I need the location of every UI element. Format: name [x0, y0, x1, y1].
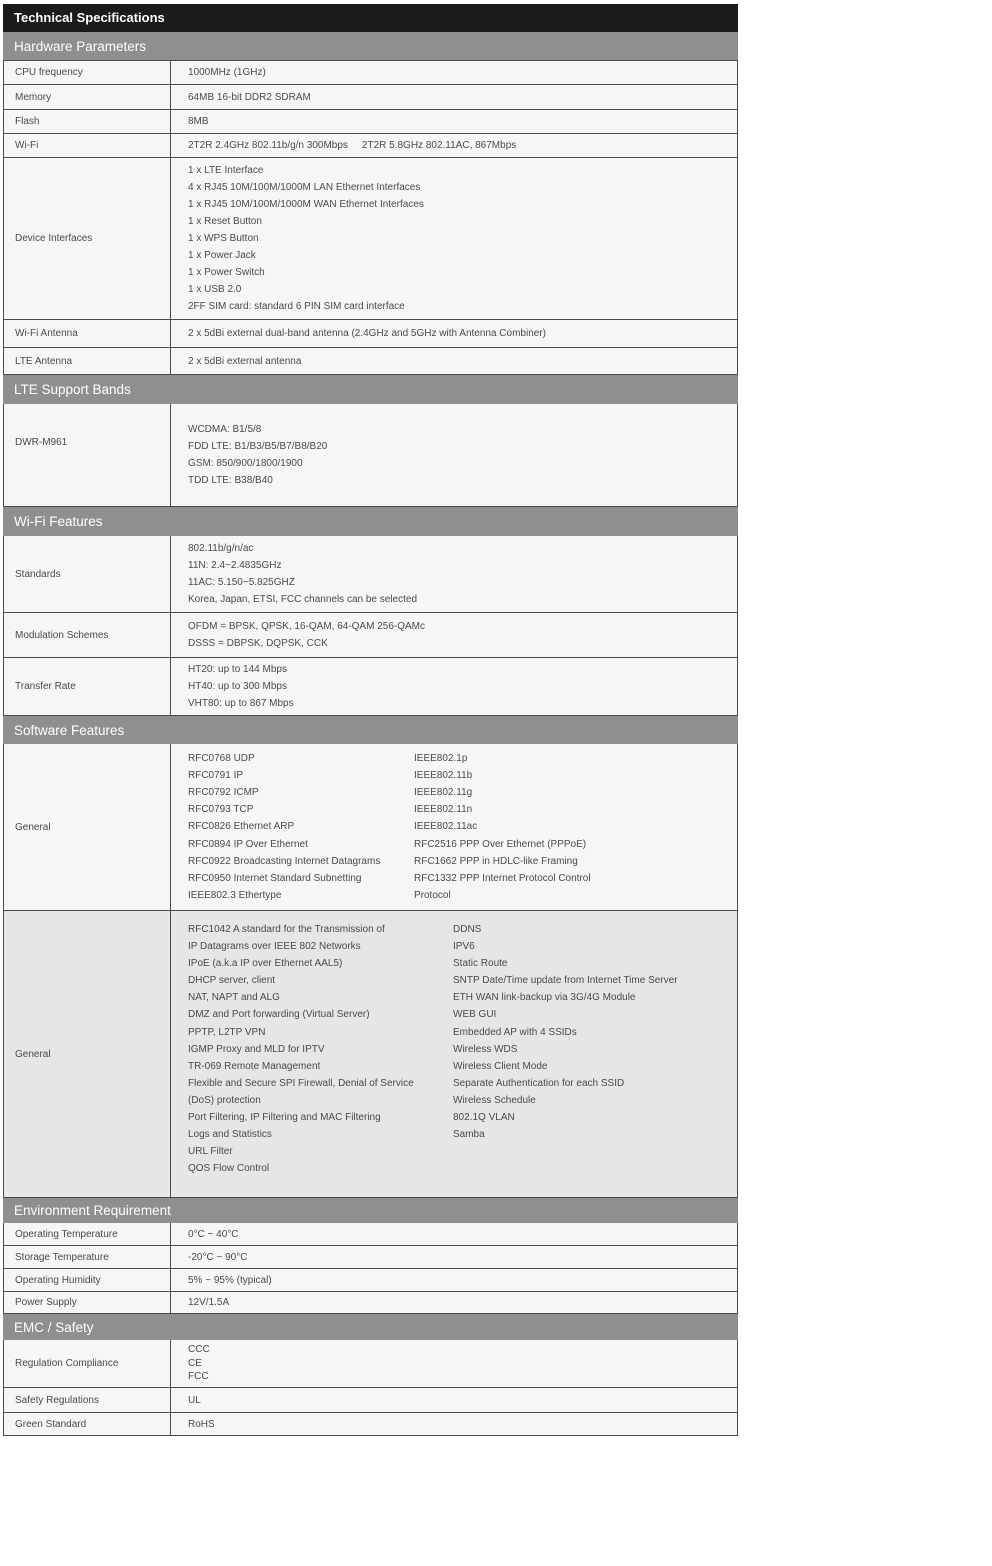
row-value: [171, 1413, 738, 1435]
value-line: FDD LTE: B1/B3/B5/B7/B8/B20: [188, 440, 328, 452]
row-value: [171, 134, 738, 157]
value-text: 12V/1.5A: [188, 1297, 230, 1308]
value-line: GSM: 850/900/1800/1900: [188, 458, 303, 469]
value-line: 11N: 2.4~2.4835GHz: [188, 559, 282, 571]
wifi-value-line: [188, 137, 737, 154]
value-line: CCC: [188, 1344, 210, 1356]
row-value: [171, 613, 738, 657]
value-line: 1 x RJ45 10M/100M/1000M WAN Ethernet Interfaces: [188, 198, 424, 210]
section-lte: LTE Support Bands: [3, 375, 738, 404]
value-line: ETH WAN link-backup via 3G/4G Module: [453, 992, 636, 1004]
value-line: VHT80: up to 867 Mbps: [188, 698, 294, 710]
row-safety-regulations: [3, 1388, 738, 1413]
value-line: OFDM = BPSK, QPSK, 16-QAM, 64-QAM 256-QAMc: [188, 620, 426, 632]
row-lte-model: [3, 404, 738, 507]
value-line: Samba: [453, 1129, 485, 1141]
row-transfer-rate: [3, 658, 738, 716]
row-label: Safety Regulations: [3, 1388, 171, 1412]
row-label: Power Supply: [3, 1292, 171, 1313]
value-line: RFC1042 A standard for the Transmission of: [188, 924, 385, 935]
value-text: UL: [188, 1394, 201, 1406]
row-regulation-compliance: [3, 1340, 738, 1388]
row-value: [171, 110, 738, 133]
value-line: 1 x Power Jack: [188, 250, 256, 262]
wifi-5g-value: 2T2R 5.8GHz 802.11AC, 867Mbps: [361, 139, 517, 151]
value-line: DHCP server, client: [188, 975, 276, 987]
value-line: Embedded AP with 4 SSIDs: [453, 1026, 577, 1038]
value-text: 2 x 5dBi external dual-band antenna (2.4GHz and 5GHz with Antenna Combiner): [188, 328, 546, 339]
value-line: 2FF SIM card: standard 6 PIN SIM card interface: [188, 301, 405, 313]
value-line: RFC0950 Internet Standard Subnetting: [188, 872, 362, 884]
row-wifi-antenna: [3, 320, 738, 348]
row-cpu: [3, 60, 738, 85]
value-line: Wireless Schedule: [453, 1094, 536, 1106]
value-line: QOS Flow Control: [188, 1163, 270, 1175]
row-storage-temperature: [3, 1246, 738, 1269]
value-line: DDNS: [453, 924, 482, 935]
value-line: RFC0922 Broadcasting Internet Datagrams: [188, 855, 381, 867]
value-line: WEB GUI: [453, 1009, 497, 1021]
value-text: 64MB 16-bit DDR2 SDRAM: [188, 91, 311, 103]
value-line: IEEE802.3 Ethertype: [188, 889, 282, 901]
row-label: Operating Temperature: [3, 1223, 171, 1245]
row-label: Memory: [3, 85, 171, 109]
value-line: TDD LTE: B38/B40: [188, 475, 273, 487]
row-label: Wi-Fi Antenna: [3, 320, 171, 347]
row-general-2: [3, 911, 738, 1198]
row-general-1: [3, 744, 738, 911]
value-line: Protocol: [414, 889, 451, 901]
row-label: Wi-Fi: [3, 134, 171, 157]
row-flash: [3, 110, 738, 134]
row-value: [171, 1246, 738, 1268]
row-label: LTE Antenna: [3, 348, 171, 374]
row-value: [171, 536, 738, 612]
row-label: Transfer Rate: [3, 658, 171, 715]
value-line: IEEE802.1p: [414, 753, 468, 765]
value-text: 8MB: [188, 116, 209, 127]
value-line: IPV6: [453, 941, 475, 953]
row-memory: [3, 85, 738, 110]
row-value: [171, 1340, 738, 1387]
general-1-right-column: [414, 750, 591, 904]
value-line: 1 x LTE Interface: [188, 164, 264, 176]
value-line: Wireless Client Mode: [453, 1060, 548, 1072]
row-value: [171, 658, 738, 715]
row-label: Flash: [3, 110, 171, 133]
row-value: [171, 61, 738, 84]
row-label: CPU frequency: [3, 61, 171, 84]
value-line: HT20: up to 144 Mbps: [188, 663, 287, 675]
value-line: Separate Authentication for each SSID: [453, 1077, 625, 1089]
value-line: SNTP Date/Time update from Internet Time Server: [453, 975, 678, 987]
value-text: 5% ~ 95% (typical): [188, 1274, 272, 1286]
value-line: RFC1662 PPP in HDLC-like Framing: [414, 855, 578, 867]
value-line: RFC0793 TCP: [188, 804, 254, 816]
value-line: 1 x WPS Button: [188, 232, 259, 244]
value-line: RFC0768 UDP: [188, 753, 255, 765]
spec-title: Technical Specifications: [3, 4, 738, 32]
value-line: TR-069 Remote Management: [188, 1060, 321, 1072]
value-line: RFC0791 IP: [188, 770, 244, 782]
section-environment: Environment Requirement: [3, 1198, 738, 1223]
value-text: 0°C ~ 40°C: [188, 1228, 239, 1240]
value-line: (DoS) protection: [188, 1094, 261, 1106]
row-value: [171, 320, 738, 347]
value-line: IEEE802.11g: [414, 787, 473, 799]
value-line: RFC0792 ICMP: [188, 787, 259, 799]
value-line: IEEE802.11n: [414, 804, 473, 816]
value-line: WCDMA: B1/5/8: [188, 423, 262, 435]
value-line: DSSS = DBPSK, DQPSK, CCK: [188, 638, 328, 649]
row-value: [171, 744, 738, 910]
row-value: [171, 1269, 738, 1291]
value-line: IP Datagrams over IEEE 802 Networks: [188, 941, 361, 953]
value-line: 11AC: 5.150~5.825GHZ: [188, 577, 295, 588]
value-line: 4 x RJ45 10M/100M/1000M LAN Ethernet Interfaces: [188, 181, 421, 193]
value-line: Static Route: [453, 958, 508, 970]
value-line: NAT, NAPT and ALG: [188, 992, 280, 1004]
value-text: 1000MHz (1GHz): [188, 67, 266, 78]
value-line: IEEE802.11b: [414, 770, 473, 782]
row-value: [171, 85, 738, 109]
row-value: [171, 1388, 738, 1412]
row-label: Green Standard: [3, 1413, 171, 1435]
row-label: Operating Humidity: [3, 1269, 171, 1291]
row-power-supply: [3, 1292, 738, 1314]
value-line: Korea, Japan, ETSI, FCC channels can be selected: [188, 594, 418, 606]
value-line: IPoE (a.k.a IP over Ethernet AAL5): [188, 958, 343, 970]
value-line: IGMP Proxy and MLD for IPTV: [188, 1043, 325, 1055]
row-label: General: [3, 744, 171, 910]
value-line: Flexible and Secure SPI Firewall, Denial of Service: [188, 1077, 414, 1089]
section-hardware: Hardware Parameters: [3, 32, 738, 60]
value-line: Wireless WDS: [453, 1043, 518, 1055]
wifi-2g-value: 2T2R 2.4GHz 802.11b/g/n 300Mbps: [188, 139, 348, 151]
row-label: General: [3, 911, 171, 1197]
row-label: Device Interfaces: [3, 158, 171, 319]
spec-sheet: [3, 4, 738, 1436]
value-line: RFC1332 PPP Internet Protocol Control: [414, 872, 591, 884]
value-line: 1 x Reset Button: [188, 215, 262, 227]
value-line: DMZ and Port forwarding (Virtual Server): [188, 1009, 370, 1021]
row-label: Regulation Compliance: [3, 1340, 171, 1387]
general-2-right-column: [453, 921, 678, 1177]
value-line: 802.11b/g/n/ac: [188, 542, 254, 554]
row-standards: [3, 536, 738, 613]
row-modulation: [3, 613, 738, 658]
row-device-interfaces: [3, 158, 738, 320]
section-software: Software Features: [3, 716, 738, 744]
row-lte-antenna: [3, 348, 738, 375]
value-text: 2 x 5dBi external antenna: [188, 355, 302, 367]
row-value: [171, 1223, 738, 1245]
value-line: PPTP, L2TP VPN: [188, 1026, 266, 1038]
general-2-left-column: [188, 921, 453, 1177]
value-line: 1 x Power Switch: [188, 267, 265, 279]
value-text: -20°C ~ 90°C: [188, 1251, 248, 1263]
value-line: RFC0826 Ethernet ARP: [188, 821, 295, 833]
row-operating-humidity: [3, 1269, 738, 1292]
row-green-standard: [3, 1413, 738, 1436]
row-value: [171, 348, 738, 374]
row-value: [171, 1292, 738, 1313]
value-line: CE: [188, 1357, 202, 1369]
row-value: [171, 158, 738, 319]
row-operating-temperature: [3, 1223, 738, 1246]
section-wifi-features: Wi-Fi Features: [3, 507, 738, 536]
row-label: DWR-M961: [3, 404, 171, 506]
value-line: IEEE802.11ac: [414, 821, 478, 833]
value-line: Logs and Statistics: [188, 1129, 272, 1141]
row-label: Modulation Schemes: [3, 613, 171, 657]
value-line: RFC2516 PPP Over Ethernet (PPPoE): [414, 838, 587, 850]
general-1-left-column: [188, 750, 414, 904]
value-line: 1 x USB 2.0: [188, 284, 242, 296]
section-emc: EMC / Safety: [3, 1314, 738, 1340]
row-value: [171, 404, 738, 506]
row-label: Standards: [3, 536, 171, 612]
row-wifi: [3, 134, 738, 158]
value-line: RFC0894 IP Over Ethernet: [188, 838, 308, 850]
value-line: FCC: [188, 1371, 209, 1383]
value-line: 802.1Q VLAN: [453, 1112, 515, 1124]
value-line: Port Filtering, IP Filtering and MAC Filtering: [188, 1112, 381, 1124]
row-label: Storage Temperature: [3, 1246, 171, 1268]
row-value: [171, 911, 738, 1197]
value-line: HT40: up to 300 Mbps: [188, 680, 287, 692]
value-line: URL Filter: [188, 1146, 233, 1158]
value-text: RoHS: [188, 1418, 215, 1430]
